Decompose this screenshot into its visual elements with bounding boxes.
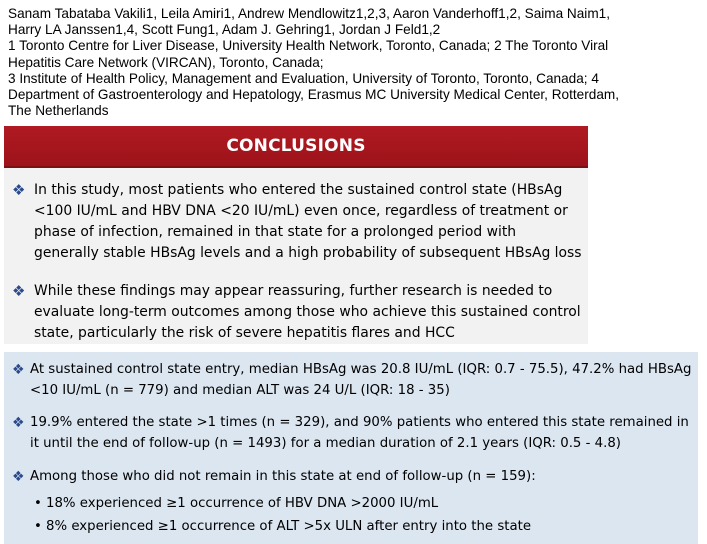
finding-subitem xyxy=(30,494,690,514)
finding-text: 19.9% entered the state >1 times (n = 329), and 90% patients who entered this state remained in it until the end of follow-up (n = 1493) for a median duration of 2.1 years (IQR: 0.5 - 4.8) xyxy=(30,415,689,451)
diamond-bullet-icon: ❖ xyxy=(12,181,26,199)
diamond-bullet-icon: ❖ xyxy=(12,362,25,378)
conclusion-text: In this study, most patients who entered the sustained control state (HBsAg <100 IU/mL and HBV DNA <20 IU/mL) even once, regardless of treatment or phase of infection, remained in that state for a prolonged period with generally stable HBsAg levels and a high probability of subsequent HBsAg loss xyxy=(34,182,582,261)
finding-text: Among those who did not remain in this state at end of follow-up (n = 159): xyxy=(30,469,536,484)
conclusion-item xyxy=(8,281,583,344)
finding-subitem-text: 18% experienced ≥1 occurrence of HBV DNA >2000 IU/mL xyxy=(46,496,439,511)
affiliation-line: 1 Toronto Centre for Liver Disease, University Health Network, Toronto, Canada; 2 The Toronto Viral xyxy=(8,38,609,54)
conclusions-heading: CONCLUSIONS xyxy=(226,136,366,156)
conclusion-item xyxy=(8,180,583,264)
conclusions-panel xyxy=(4,168,588,344)
author-affiliations xyxy=(8,6,698,119)
finding-item xyxy=(8,360,696,401)
finding-text: At sustained control state entry, median HBsAg was 20.8 IU/mL (IQR: 0.7 - 75.5), 47.2% had HBsAg <10 IU/mL (n = 779) and median ALT was 24 U/L (IQR: 18 - 35) xyxy=(30,362,692,398)
findings-panel xyxy=(4,352,698,544)
diamond-bullet-icon: ❖ xyxy=(12,415,25,431)
finding-item xyxy=(8,467,696,488)
diamond-bullet-icon: ❖ xyxy=(12,469,25,485)
affiliation-line: 3 Institute of Health Policy, Management and Evaluation, University of Toronto, Toronto, Canada; 4 xyxy=(8,70,599,86)
dot-bullet-icon: • xyxy=(34,496,42,511)
diamond-bullet-icon: ❖ xyxy=(12,282,26,300)
affiliation-line: Hepatitis Care Network (VIRCAN), Toronto, Canada; xyxy=(8,54,324,70)
affiliation-line: Department of Gastroenterology and Hepatology, Erasmus MC University Medical Center, Rotterdam, xyxy=(8,87,619,103)
conclusion-text: While these findings may appear reassuring, further research is needed to evaluate long-term outcomes among those who achieve this sustained control state, particularly the risk of severe hepatitis flares and HCC xyxy=(34,283,581,341)
dot-bullet-icon: • xyxy=(34,519,42,534)
author-line: Harry LA Janssen1,4, Scott Fung1, Adam J. Gehring1, Jordan J Feld1,2 xyxy=(8,22,441,38)
author-line: Sanam Tabataba Vakili1, Leila Amiri1, Andrew Mendlowitz1,2,3, Aaron Vanderhoff1,2, Saima Naim1, xyxy=(8,6,610,21)
finding-item xyxy=(8,413,696,454)
conclusions-banner xyxy=(4,126,588,168)
affiliation-line: The Netherlands xyxy=(8,103,109,119)
finding-subitem xyxy=(30,517,690,537)
finding-subitem-text: 8% experienced ≥1 occurrence of ALT >5x ULN after entry into the state xyxy=(46,519,532,534)
